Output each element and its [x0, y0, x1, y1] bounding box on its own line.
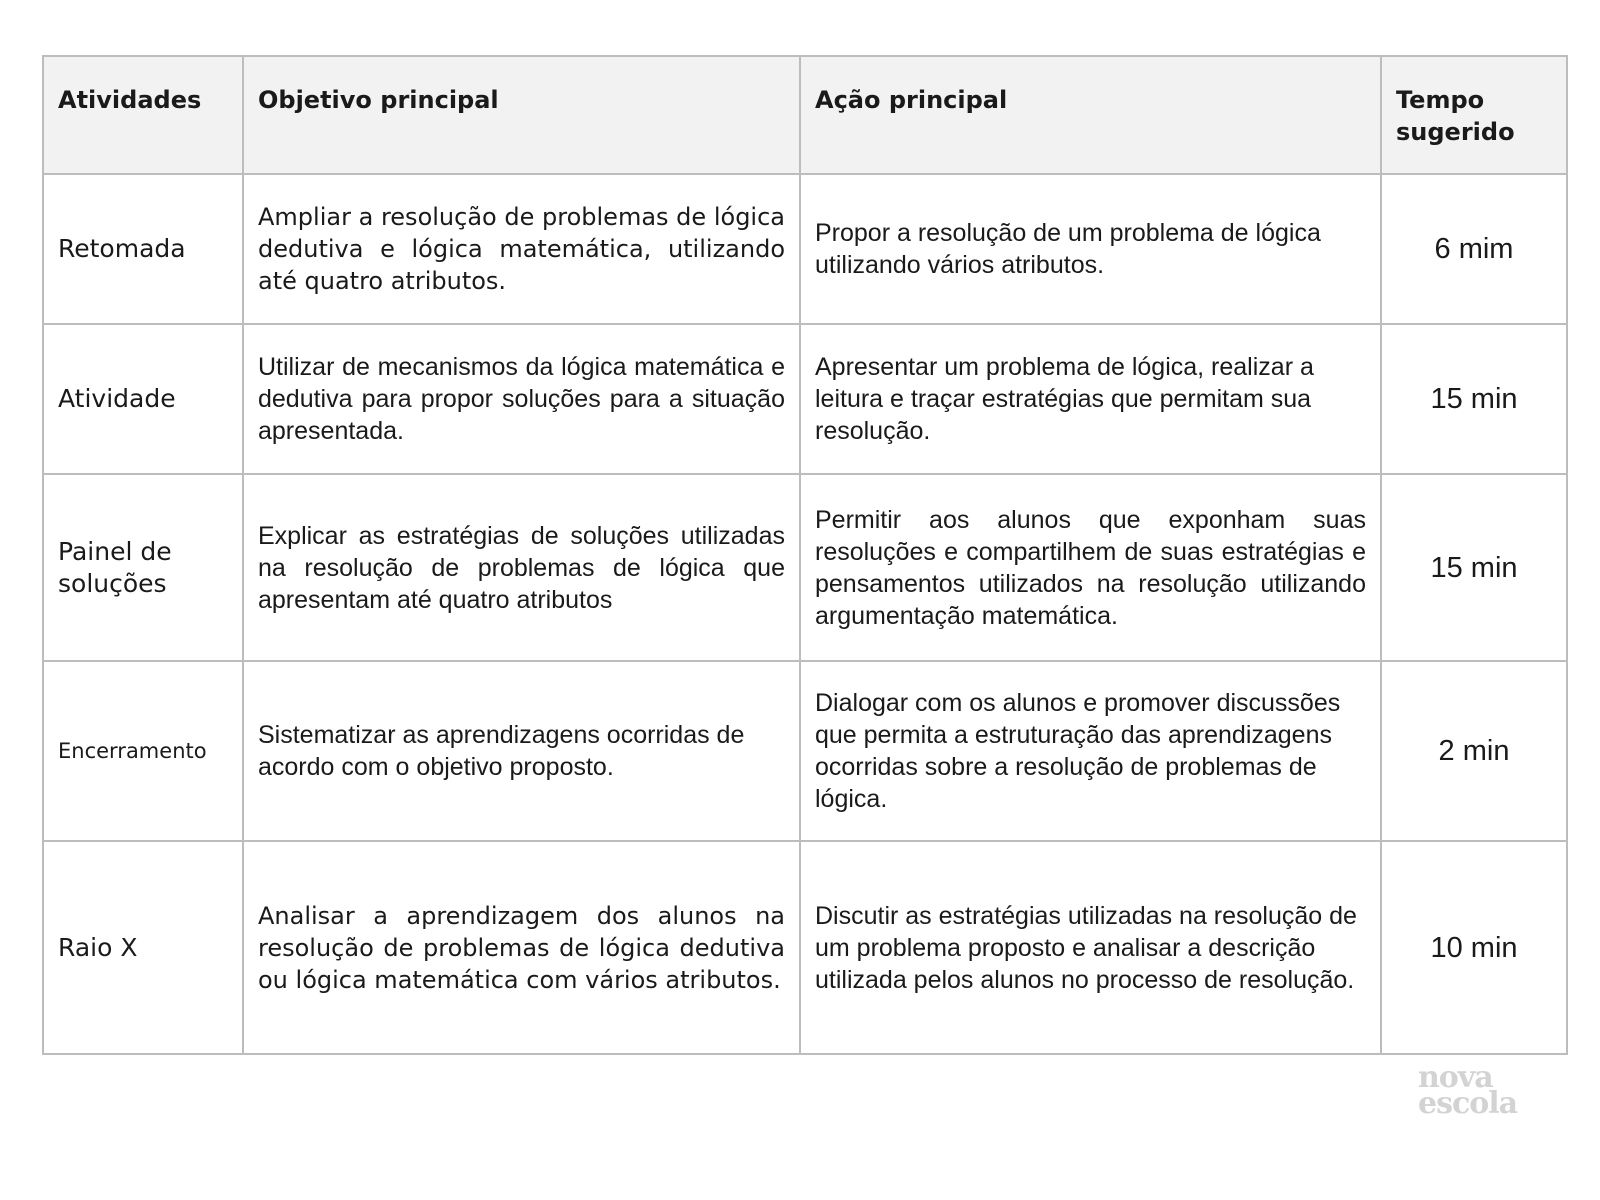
- activity-name: Painel de soluções: [43, 474, 243, 661]
- header-row: [43, 56, 1567, 174]
- activity-name: Raio X: [43, 841, 243, 1054]
- table-row: [43, 174, 1567, 324]
- time-value: 15 min: [1381, 474, 1567, 661]
- header-acao: Ação principal: [800, 56, 1381, 174]
- activity-name: Encerramento: [43, 661, 243, 841]
- logo-line-1: nova: [1418, 1060, 1493, 1095]
- time-value: 10 min: [1381, 841, 1567, 1054]
- nova-escola-logo: [1418, 1060, 1538, 1121]
- objective-text: Utilizar de mecanismos da lógica matemática e dedutiva para propor soluções para a situação apresentada.: [243, 324, 800, 474]
- activity-name: Atividade: [43, 324, 243, 474]
- header-objetivo: Objetivo principal: [243, 56, 800, 174]
- objective-text: Ampliar a resolução de problemas de lógica dedutiva e lógica matemática, utilizando até quatro atributos.: [243, 174, 800, 324]
- action-text: Dialogar com os alunos e promover discussões que permita a estruturação das aprendizagens ocorridas sobre a resolução de problemas de lógica.: [800, 661, 1381, 841]
- table-row: [43, 661, 1567, 841]
- activity-name: Retomada: [43, 174, 243, 324]
- action-text: Permitir aos alunos que exponham suas resoluções e compartilhem de suas estratégias e pensamentos utilizados na resolução utilizando argumentação matemática.: [800, 474, 1381, 661]
- header-tempo: Tempo sugerido: [1381, 56, 1567, 174]
- table-row: [43, 474, 1567, 661]
- action-text: Apresentar um problema de lógica, realizar a leitura e traçar estratégias que permitam sua resolução.: [800, 324, 1381, 474]
- action-text: Propor a resolução de um problema de lógica utilizando vários atributos.: [800, 174, 1381, 324]
- time-value: 2 min: [1381, 661, 1567, 841]
- time-value: 6 mim: [1381, 174, 1567, 324]
- action-text: Discutir as estratégias utilizadas na resolução de um problema proposto e analisar a descrição utilizada pelos alunos no processo de resolução.: [800, 841, 1381, 1054]
- objective-text: Explicar as estratégias de soluções utilizadas na resolução de problemas de lógica que apresentam até quatro atributos: [243, 474, 800, 661]
- time-value: 15 min: [1381, 324, 1567, 474]
- logo-line-2: escola: [1418, 1086, 1518, 1121]
- header-atividades: Atividades: [43, 56, 243, 174]
- table-row: [43, 841, 1567, 1054]
- table-row: [43, 324, 1567, 474]
- lesson-plan-table: [42, 55, 1568, 1055]
- objective-text: Analisar a aprendizagem dos alunos na resolução de problemas de lógica dedutiva ou lógica matemática com vários atributos.: [243, 841, 800, 1054]
- objective-text: Sistematizar as aprendizagens ocorridas de acordo com o objetivo proposto.: [243, 661, 800, 841]
